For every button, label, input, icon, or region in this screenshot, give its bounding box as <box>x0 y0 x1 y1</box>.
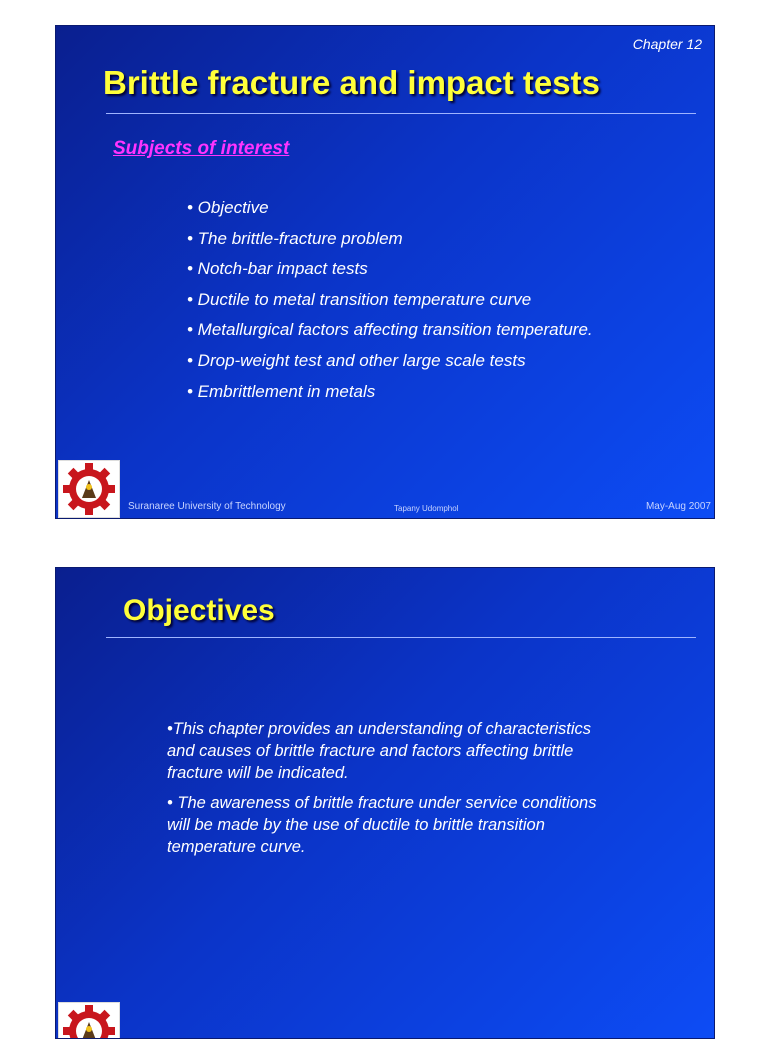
bullet-item: • Embrittlement in metals <box>187 381 376 401</box>
university-logo <box>58 1002 120 1039</box>
slide-title: Objectives <box>123 594 275 627</box>
slide-title: Brittle fracture and impact tests <box>103 64 600 101</box>
footer-university: Suranaree University of Technology <box>128 501 286 512</box>
bullet-item: • The brittle-fracture problem <box>187 228 403 248</box>
bullet-item: • Objective <box>187 198 269 217</box>
bullet-item: • Notch-bar impact tests <box>187 259 368 279</box>
gear-logo-icon <box>59 1003 119 1039</box>
objective-paragraph: •This chapter provides an understanding of characteristics and causes of brittle fracture and factors affecting brittle fracture will be indicated. <box>167 720 591 782</box>
slide-1 <box>55 25 715 519</box>
bullet-item: • Drop-weight test and other large scale tests <box>187 350 526 370</box>
subheading: Subjects of interest <box>113 138 290 159</box>
objective-paragraph: • The awareness of brittle fracture under service conditions will be made by the use of ductile to brittle transition temperature curve. <box>167 794 597 856</box>
bullet-item: • Ductile to metal transition temperature curve <box>187 289 532 309</box>
objectives-body <box>167 718 607 866</box>
footer-date: May-Aug 2007 <box>645 501 711 512</box>
university-logo <box>58 460 120 518</box>
title-divider <box>106 637 696 638</box>
bullet-item: • Metallurgical factors affecting transition temperature. <box>187 320 593 340</box>
footer-author: Tapany Udomphol <box>394 504 459 513</box>
slide-2 <box>55 567 715 1039</box>
bullet-list <box>187 196 593 410</box>
title-divider <box>106 113 696 114</box>
chapter-label: Chapter 12 <box>632 36 702 52</box>
gear-logo-icon <box>59 461 119 517</box>
